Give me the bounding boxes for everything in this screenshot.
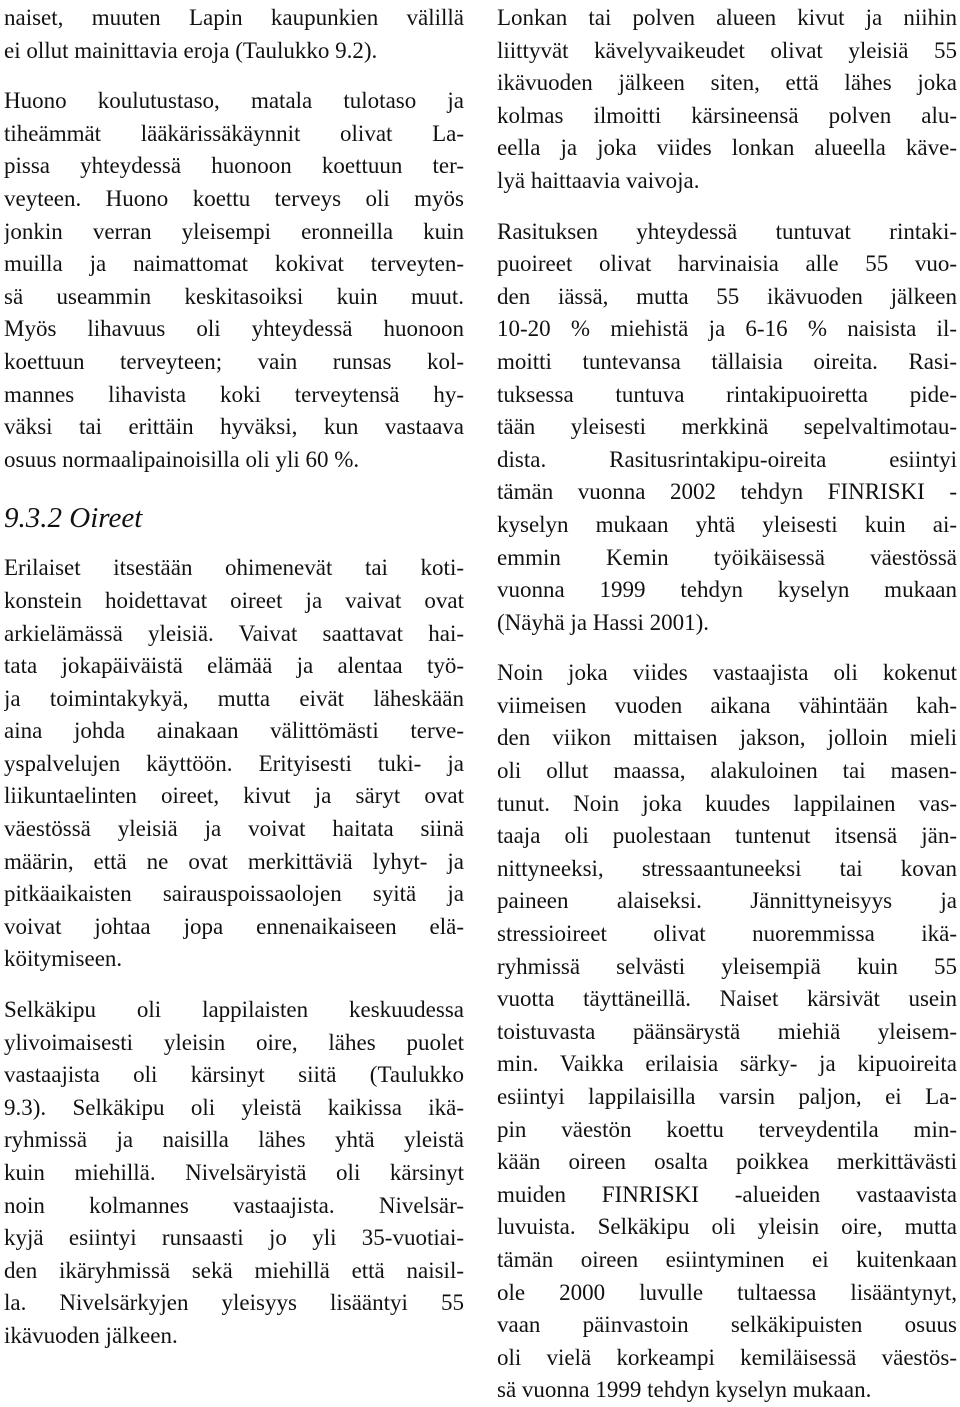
text-line: Myös lihavuus oli yhteydessä huonoon [4, 316, 464, 342]
text-line: oli vielä korkeampi kemiläisessä väestös- [497, 1344, 957, 1370]
text-line: vastaajista oli kärsinyt siitä (Taulukko [4, 1062, 464, 1088]
text-line: naiset, muuten Lapin kaupunkien välillä [4, 5, 464, 30]
text-line: konstein hoidettavat oireet ja vaivat ovat [4, 587, 464, 613]
text-line: tämän oireen esiintyminen ei kuitenkaan [497, 1246, 957, 1272]
section-heading: 9.3.2 Oireet [4, 502, 143, 535]
text-line: arkielämässä yleisiä. Vaivat saattavat hai- [4, 620, 464, 646]
text-line: veyteen. Huono koettu terveys oli myös [4, 185, 464, 211]
paragraph-gap [4, 67, 464, 85]
text-line: pitkäaikaisten sairauspoissaolojen syitä ja [4, 881, 464, 907]
text-line: emmin Kemin työikäisessä väestössä [497, 544, 957, 570]
paragraph [4, 994, 464, 1353]
text-line: liikuntaelinten oireet, kivut ja säryt ovat [4, 783, 464, 809]
text-line: ei ollut mainittavia eroja (Taulukko 9.2). [4, 37, 378, 63]
text-line: yspalvelujen käyttöön. Erityisesti tuki- ja [4, 750, 464, 776]
text-line: kään oireen osalta poikkea merkittävästi [497, 1149, 957, 1175]
text-line: sä vuonna 1999 tehdyn kyselyn mukaan. [497, 1377, 872, 1403]
text-line: voivat johtaa jopa ennenaikaiseen elä- [4, 913, 464, 939]
text-line: Rasituksen yhteydessä tuntuvat rintaki- [497, 218, 957, 244]
paragraph [4, 552, 464, 976]
text-line: dista. Rasitusrintakipu-oireita esiintyi [497, 446, 957, 472]
text-line: kuin miehillä. Nivelsäryistä oli kärsinyt [4, 1160, 464, 1185]
text-line: ylivoimaisesti yleisin oire, lähes puolet [4, 1029, 464, 1055]
text-line: tiheämmät lääkärissäkäynnit olivat La- [4, 120, 464, 146]
text-line: määrin, että ne ovat merkittäviä lyhyt- ja [4, 848, 464, 874]
text-line: tämän vuonna 2002 tehdyn FINRISKI - [497, 479, 957, 505]
text-line: puoireet olivat harvinaisia alle 55 vuo- [497, 251, 957, 277]
text-line: stressioireet olivat nuoremmissa ikä- [497, 921, 957, 947]
text-line: kyjä esiintyi runsaasti jo yli 35-vuotiai- [4, 1225, 464, 1251]
paragraph-gap [497, 639, 957, 657]
text-line: oli ollut maassa, alakuloinen tai masen- [497, 758, 957, 784]
text-line: Selkäkipu oli lappilaisten keskuudessa [4, 997, 464, 1023]
text-line: ole 2000 luvulle tultaessa lisääntynyt, [497, 1279, 957, 1305]
text-line: lyä haittaavia vaivoja. [497, 167, 700, 193]
text-line: eella ja joka viides lonkan alueella käve- [497, 135, 957, 161]
text-line: viimeisen vuoden aikana vähintään kah- [497, 692, 957, 718]
paragraph [4, 85, 464, 476]
text-line: den viikon mittaisen jakson, jolloin mieli [497, 725, 957, 751]
text-line: 10-20 % miehistä ja 6-16 % naisista il- [497, 316, 957, 342]
text-line: aina johda ainakaan välittömästi terve- [4, 718, 464, 744]
text-line: vuotta täyttäneillä. Naiset kärsivät usein [497, 986, 957, 1012]
text-line: muilla ja naimattomat kokivat terveyten- [4, 251, 464, 277]
text-line: paineen alaiseksi. Jännittyneisyys ja [497, 888, 957, 914]
text-line: tuksessa tuntuva rintakipuoiretta pide- [497, 381, 957, 407]
text-line: ja toimintakykyä, mutta eivät läheskään [4, 685, 464, 711]
paragraph [497, 216, 957, 640]
text-line: vaan päinvastoin selkäkipuisten osuus [497, 1312, 957, 1338]
text-line: (Näyhä ja Hassi 2001). [497, 609, 710, 635]
text-line: den iässä, mutta 55 ikävuoden jälkeen [497, 283, 957, 309]
text-line: muiden FINRISKI -alueiden vastaavista [497, 1181, 957, 1207]
text-line: 9.3). Selkäkipu oli yleistä kaikissa ikä- [4, 1094, 464, 1120]
text-line: kolmas ilmoitti kärsineensä polven alu- [497, 102, 957, 128]
text-line: noin kolmannes vastaajista. Nivelsär- [4, 1192, 464, 1218]
paragraph [497, 657, 957, 1407]
text-line: min. Vaikka erilaisia särky- ja kipuoireita [497, 1051, 957, 1077]
text-line: vuonna 1999 tehdyn kyselyn mukaan [497, 577, 957, 603]
paragraph-gap [4, 976, 464, 994]
text-line: tään yleisesti merkkinä sepelvaltimotau- [497, 414, 957, 440]
text-line: ryhmissä selvästi yleisempiä kuin 55 [497, 953, 957, 979]
paragraph-gap [497, 198, 957, 216]
text-line: ryhmissä ja naisilla lähes yhtä yleistä [4, 1127, 464, 1153]
text-line: Erilaiset itsestään ohimenevät tai koti- [4, 555, 464, 581]
text-line: köitymiseen. [4, 946, 123, 972]
text-line: luvuista. Selkäkipu oli yleisin oire, mutta [497, 1214, 957, 1240]
left-column [4, 2, 464, 1353]
text-line: Huono koulutustaso, matala tulotaso ja [4, 88, 464, 114]
paragraph [497, 2, 957, 198]
text-line: väksi tai erittäin hyväksi, kun vastaava [4, 414, 464, 440]
text-line: nittyneeksi, stressaantuneeksi tai kovan [497, 855, 957, 881]
right-column [497, 2, 957, 1407]
text-line: la. Nivelsärkyjen yleisyys lisääntyi 55 [4, 1290, 464, 1316]
text-line: ikävuoden jälkeen siten, että lähes joka [497, 70, 957, 96]
text-line: kyselyn mukaan yhtä yleisesti kuin ai- [497, 511, 957, 537]
text-line: esiintyi lappilaisilla varsin paljon, ei La- [497, 1084, 957, 1109]
text-line: pin väestön koettu terveydentila min- [497, 1116, 957, 1142]
text-line: liittyvät kävelyvaikeudet olivat yleisiä 55 [497, 37, 957, 63]
text-line: moitti tuntevansa tällaisia oireita. Rasi- [497, 348, 957, 374]
text-line: den ikäryhmissä sekä miehillä että naisil- [4, 1257, 464, 1283]
paragraph [4, 2, 464, 67]
text-line: pissa yhteydessä huonoon koettuun ter- [4, 153, 464, 179]
text-line: ikävuoden jälkeen. [4, 1322, 178, 1348]
text-line: toistuvasta päänsärystä miehiä yleisem- [497, 1018, 957, 1044]
text-line: jonkin verran yleisempi eronneilla kuin [4, 218, 464, 244]
text-line: taaja oli puolestaan tuntenut itsensä jän- [497, 823, 957, 849]
text-line: tata jokapäiväistä elämää ja alentaa työ- [4, 653, 464, 679]
text-line: tunut. Noin joka kuudes lappilainen vas- [497, 790, 957, 816]
text-line: koettuun terveyteen; vain runsas kol- [4, 348, 464, 374]
text-line: osuus normaalipainoisilla oli yli 60 %. [4, 446, 360, 472]
text-line: Noin joka viides vastaajista oli kokenut [497, 660, 957, 686]
text-line: sä useammin keskitasoiksi kuin muut. [4, 283, 464, 309]
text-line: Lonkan tai polven alueen kivut ja niihin [497, 5, 957, 30]
text-line: väestössä yleisiä ja voivat haitata siinä [4, 816, 464, 842]
text-line: mannes lihavista koki terveytensä hy- [4, 381, 464, 407]
